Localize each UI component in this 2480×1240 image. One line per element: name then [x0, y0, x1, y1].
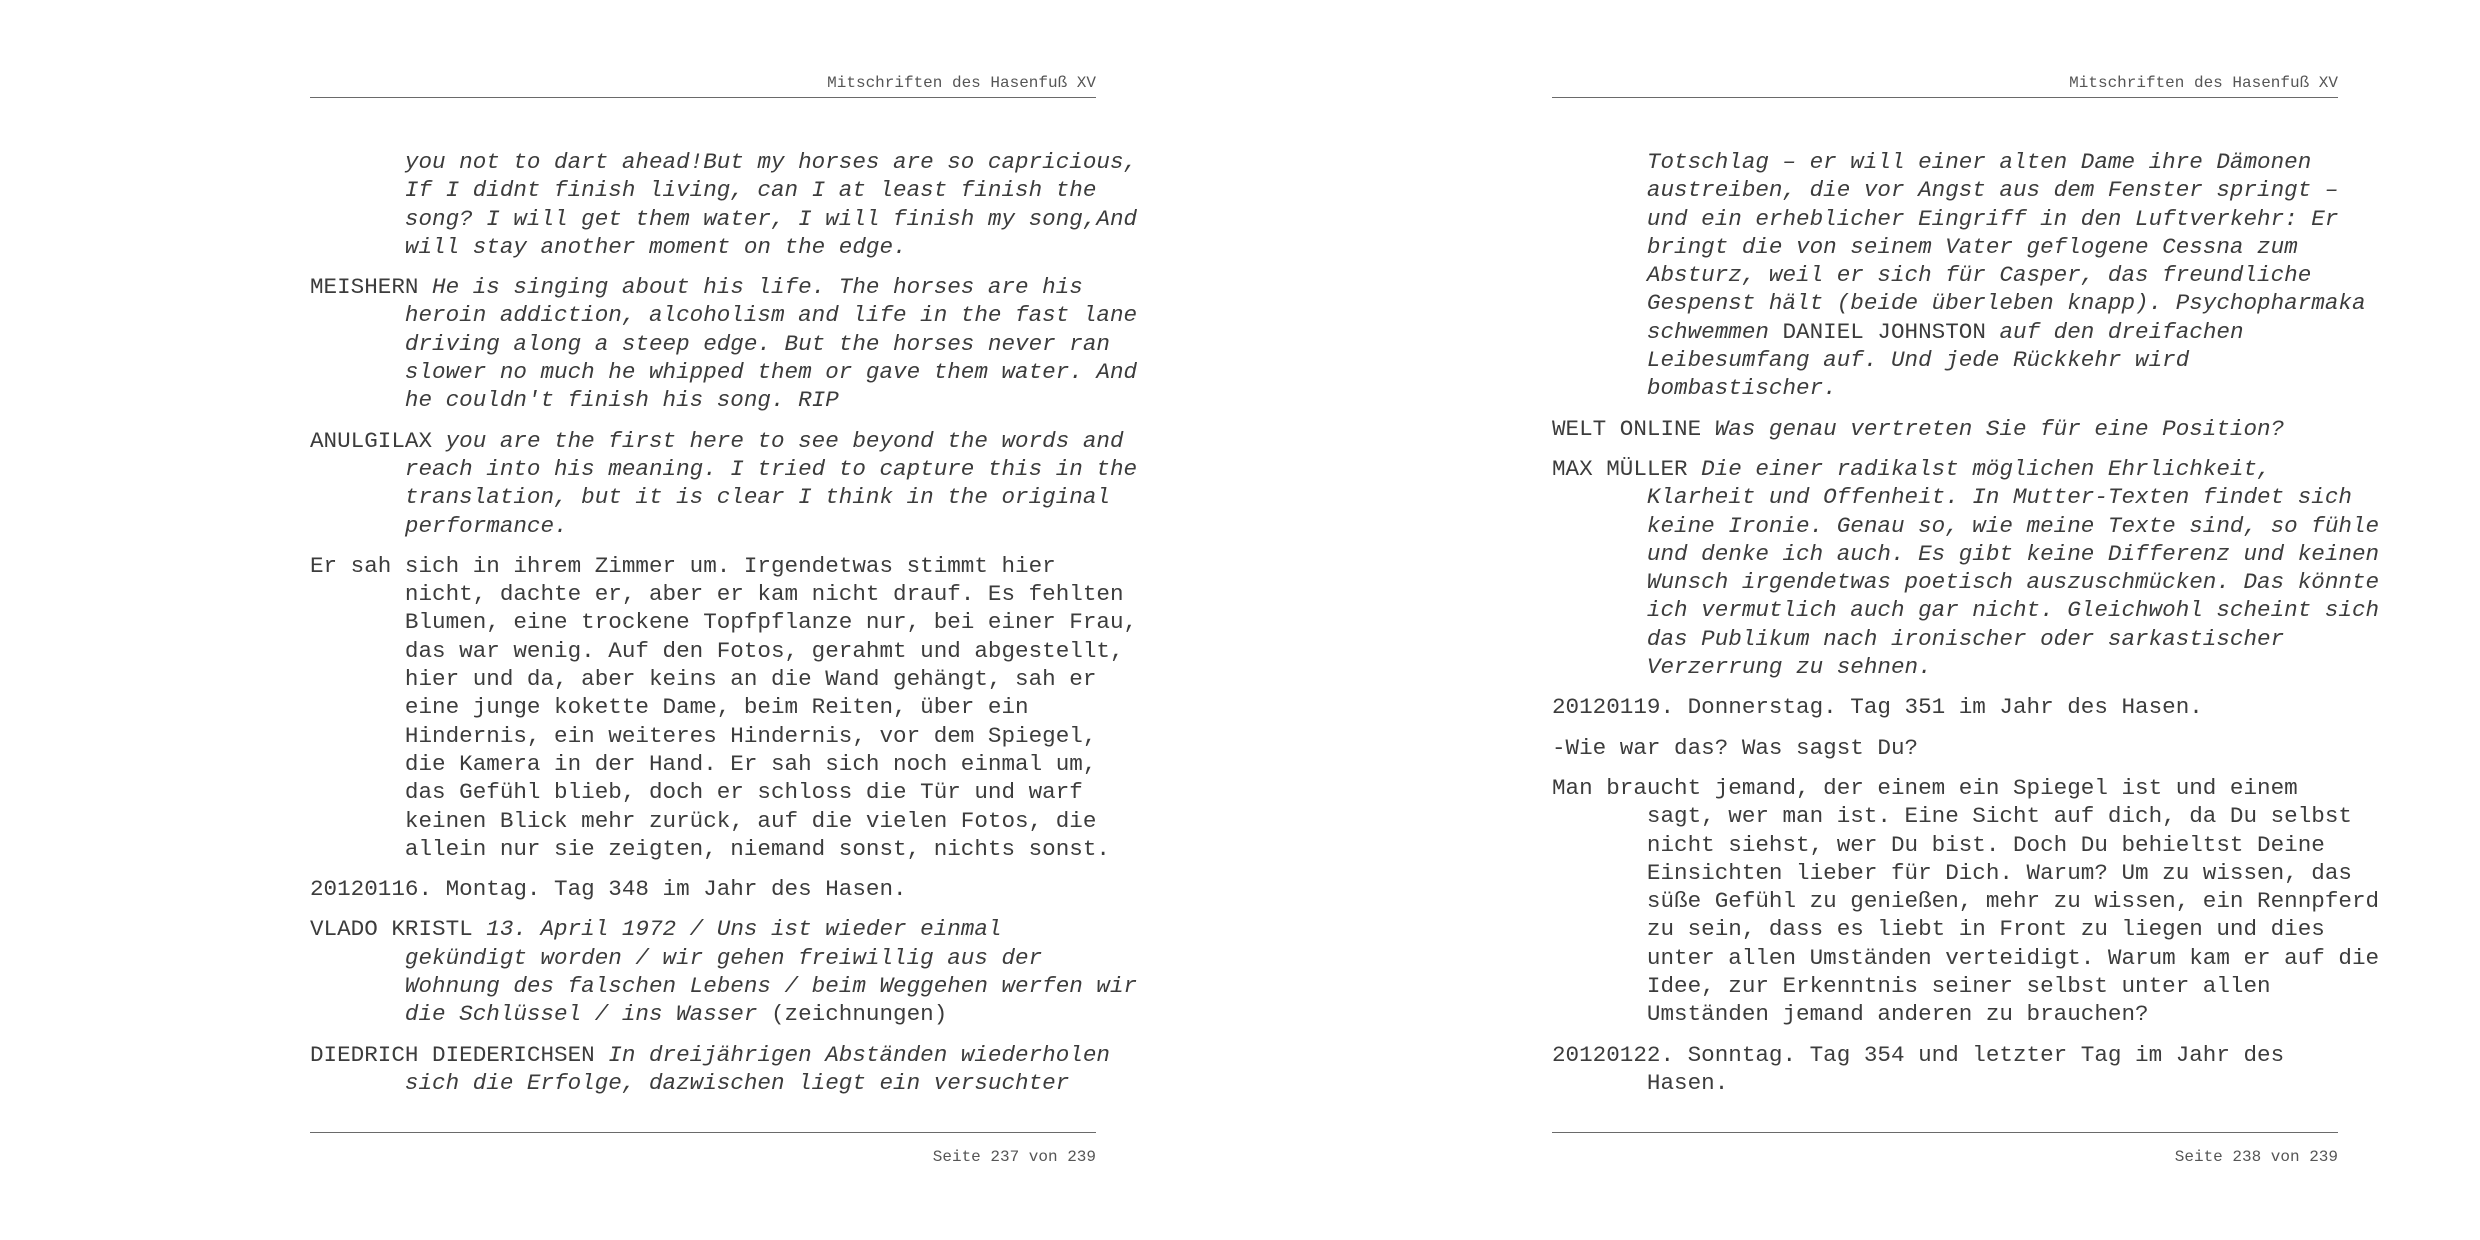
italic-text: bombastischer. — [1552, 375, 1837, 402]
text-line — [1552, 1000, 2338, 1028]
text-line — [310, 693, 1096, 721]
text-line — [1552, 1041, 2338, 1069]
text-line — [310, 233, 1096, 261]
italic-text: bringt die von seinem Vater geflogene Cessna zum — [1552, 233, 2298, 260]
text: hier und da, aber keins an die Wand gehängt, sah er — [310, 666, 1097, 693]
text-line — [1552, 261, 2338, 289]
italic-text: gekündigt worden / wir gehen freiwillig aus der — [310, 944, 1043, 971]
paragraph — [1552, 1041, 2338, 1098]
italic-text: Klarheit und Offenheit. In Mutter-Texten findet sich — [1552, 484, 2352, 511]
text-line — [1552, 972, 2338, 1000]
text-line — [310, 176, 1096, 204]
text: 20120119. Donnerstag. Tag 351 im Jahr des Hasen. — [1552, 694, 2203, 721]
paragraph — [310, 875, 1096, 903]
text: Blumen, eine trockene Topfpflanze nur, bei einer Frau, — [310, 609, 1138, 636]
italic-text: Totschlag – er will einer alten Dame ihre Dämonen — [1552, 149, 2312, 175]
paragraph — [1552, 455, 2380, 681]
italic-text: heroin addiction, alcoholism and life in the fast lane — [310, 302, 1138, 329]
text-line — [1552, 831, 2338, 859]
right-page — [1552, 0, 2380, 1240]
italic-text: Verzerrung zu sehnen. — [1552, 654, 1932, 681]
italic-text: Wohnung des falschen Lebens / beim Weggehen werfen wir — [310, 973, 1138, 1000]
text-line — [1552, 483, 2352, 511]
paragraph — [1552, 774, 2380, 1029]
text-line — [1552, 415, 2338, 443]
paragraph — [1552, 415, 2338, 443]
text-line — [1552, 1069, 2338, 1097]
italic-text: song? I will get them water, I will finish my song,And — [310, 205, 1138, 232]
text-line — [1552, 289, 2366, 317]
text: Er sah sich in ihrem Zimmer um. Irgendetwas stimmt hier — [310, 552, 1056, 579]
text-line — [1552, 625, 2338, 653]
text-line — [1552, 540, 2380, 568]
header-rule — [1552, 97, 2338, 98]
italic-text: und ein erheblicher Eingriff in den Luftverkehr: Er — [1552, 205, 2339, 232]
italic-text: performance. — [310, 512, 568, 539]
text-line — [310, 608, 1138, 636]
italic-text: Die einer radikalst möglichen Ehrlichkeit, — [1701, 455, 2271, 482]
text-line — [1552, 887, 2380, 915]
text: Idee, zur Erkenntnis seiner selbst unter allen — [1552, 973, 2271, 1000]
text-line — [310, 1041, 1110, 1069]
text: 20120116. Montag. Tag 348 im Jahr des Hasen. — [310, 876, 907, 903]
text: zu sein, dass es liebt in Front zu liegen und dies — [1552, 916, 2325, 943]
text-line — [1552, 734, 2338, 762]
text-line — [310, 580, 1124, 608]
paragraph — [310, 148, 1138, 261]
italic-text: slower no much he whipped them or gave them water. And — [310, 359, 1138, 386]
italic-text: das Publikum nach ironischer oder sarkastischer — [1552, 625, 2285, 652]
text-line — [1552, 455, 2338, 483]
text-line — [1552, 774, 2338, 802]
text-line — [310, 148, 1138, 176]
text-line — [310, 722, 1096, 750]
italic-text: Leibesumfang auf. Und jede Rückkehr wird — [1552, 347, 2190, 374]
italic-text: ich vermutlich auch gar nicht. Gleichwohl scheint sich — [1552, 597, 2380, 624]
paragraph — [310, 1041, 1110, 1098]
text: das war wenig. Auf den Fotos, gerahmt und abgestellt, — [310, 637, 1124, 664]
text-line — [1552, 859, 2352, 887]
italic-text: he couldn't finish his song. RIP — [310, 387, 839, 414]
text-line — [310, 330, 1110, 358]
paragraph — [310, 552, 1138, 863]
text-line — [1552, 318, 2338, 346]
text: (zeichnungen) — [757, 1001, 948, 1028]
page-body — [1552, 148, 2380, 1097]
text-line — [1552, 346, 2338, 374]
running-head: Mitschriften des Hasenfuß XV — [827, 74, 1096, 92]
text-line — [310, 807, 1096, 835]
text: Man braucht jemand, der einem ein Spiegel ist und einem — [1552, 774, 2298, 801]
text: ANULGILAX — [310, 427, 446, 454]
text-line — [310, 1069, 1096, 1097]
page-number: Seite 238 von 239 — [2174, 1148, 2338, 1166]
page-body — [310, 148, 1138, 1097]
italic-text: driving along a steep edge. But the horses never ran — [310, 330, 1110, 357]
paragraph — [1552, 734, 2338, 762]
text-line — [310, 455, 1138, 483]
text-line — [310, 637, 1124, 665]
italic-text: auf den dreifachen — [1985, 318, 2244, 345]
italic-text: translation, but it is clear I think in the original — [310, 484, 1110, 511]
text-line — [310, 301, 1138, 329]
text-line — [1552, 802, 2352, 830]
italic-text: Gespenst hält (beide überleben knapp). Psychopharmaka — [1552, 290, 2366, 317]
text-line — [1552, 915, 2338, 943]
text-line — [310, 972, 1138, 1000]
text: keinen Blick mehr zurück, auf die vielen Fotos, die — [310, 807, 1097, 834]
text: süße Gefühl zu genießen, mehr zu wissen, ein Rennpferd — [1552, 888, 2380, 915]
text-line — [1552, 596, 2380, 624]
text: Hasen. — [1552, 1069, 1729, 1096]
text-line — [310, 483, 1110, 511]
text-line — [310, 358, 1138, 386]
italic-text: you not to dart ahead!But my horses are so capricious, — [310, 149, 1138, 175]
text-line — [1552, 176, 2338, 204]
text-line — [1552, 693, 2338, 721]
text-line — [310, 552, 1096, 580]
italic-text: und denke ich auch. Es gibt keine Differenz und keinen — [1552, 540, 2380, 567]
italic-text: He is singing about his life. The horses are his — [432, 274, 1083, 301]
italic-text: reach into his meaning. I tried to capture this in the — [310, 455, 1138, 482]
text: DANIEL JOHNSTON — [1782, 318, 1986, 345]
italic-text: keine Ironie. Genau so, wie meine Texte sind, so fühle — [1552, 512, 2380, 539]
text-line — [310, 1000, 1096, 1028]
header-rule — [310, 97, 1096, 98]
italic-text: 13. April 1972 / Uns ist wieder einmal — [486, 916, 1002, 943]
text: nicht, dachte er, aber er kam nicht drauf. Es fehlten — [310, 581, 1124, 608]
text: WELT ONLINE — [1552, 415, 1715, 442]
paragraph — [310, 273, 1138, 414]
paragraph — [310, 427, 1138, 540]
italic-text: sich die Erfolge, dazwischen liegt ein versuchter — [310, 1069, 1070, 1096]
text: Umständen jemand anderen zu brauchen? — [1552, 1001, 2149, 1028]
text: MEISHERN — [310, 274, 433, 301]
text-line — [310, 205, 1138, 233]
text-line — [1552, 148, 2338, 176]
italic-text: austreiben, die vor Angst aus dem Fenster springt – — [1552, 177, 2339, 204]
italic-text: schwemmen — [1552, 318, 1783, 345]
italic-text: Absturz, weil er sich für Casper, das freundliche — [1552, 262, 2312, 289]
text: sagt, wer man ist. Eine Sicht auf dich, da Du selbst — [1552, 803, 2352, 830]
paragraph — [1552, 148, 2366, 403]
running-head: Mitschriften des Hasenfuß XV — [2069, 74, 2338, 92]
left-page — [310, 0, 1138, 1240]
text-line — [1552, 653, 2338, 681]
text: VLADO KRISTL — [310, 916, 487, 943]
text-line — [1552, 512, 2380, 540]
text: allein nur sie zeigten, niemand sonst, nichts sonst. — [310, 835, 1110, 862]
italic-text: you are the first here to see beyond the words and — [445, 427, 1124, 454]
text: das Gefühl blieb, doch er schloss die Tür und warf — [310, 779, 1083, 806]
text-line — [1552, 944, 2380, 972]
italic-text: If I didnt finish living, can I at least finish the — [310, 177, 1097, 204]
page-number: Seite 237 von 239 — [932, 1148, 1096, 1166]
text: unter allen Umständen verteidigt. Warum kam er auf die — [1552, 944, 2380, 971]
text: eine junge kokette Dame, beim Reiten, über ein — [310, 694, 1029, 721]
text-line — [310, 273, 1096, 301]
italic-text: Wunsch irgendetwas poetisch auszuschmücken. Das könnte — [1552, 569, 2380, 596]
text-line — [1552, 374, 2338, 402]
text: nicht siehst, wer Du bist. Doch Du behieltst Deine — [1552, 831, 2325, 858]
text: -Wie war das? Was sagst Du? — [1552, 734, 1919, 761]
text-line — [310, 944, 1096, 972]
text-line — [310, 875, 1096, 903]
italic-text: die Schlüssel / ins Wasser — [310, 1001, 758, 1028]
text-line — [310, 386, 1096, 414]
text: Hindernis, ein weiteres Hindernis, vor dem Spiegel, — [310, 722, 1097, 749]
text-line — [310, 665, 1096, 693]
italic-text: will stay another moment on the edge. — [310, 233, 907, 260]
text-line — [1552, 205, 2338, 233]
text-line — [310, 512, 1096, 540]
text: die Kamera in der Hand. Er sah sich noch einmal um, — [310, 750, 1097, 777]
italic-text: Was genau vertreten Sie für eine Position? — [1714, 415, 2285, 442]
italic-text: In dreijährigen Abständen wiederholen — [608, 1041, 1110, 1068]
paragraph — [310, 915, 1138, 1028]
footer-rule — [310, 1132, 1096, 1133]
text: DIEDRICH DIEDERICHSEN — [310, 1041, 609, 1068]
text: Einsichten lieber für Dich. Warum? Um zu wissen, das — [1552, 859, 2352, 886]
text-line — [310, 750, 1096, 778]
text-line — [1552, 568, 2380, 596]
text-line — [310, 915, 1096, 943]
text-line — [310, 427, 1124, 455]
paragraph — [1552, 693, 2338, 721]
text-line — [310, 835, 1110, 863]
text-line — [1552, 233, 2338, 261]
text: MAX MÜLLER — [1552, 455, 1702, 482]
footer-rule — [1552, 1132, 2338, 1133]
text: 20120122. Sonntag. Tag 354 und letzter Tag im Jahr des — [1552, 1041, 2285, 1068]
text-line — [310, 778, 1096, 806]
